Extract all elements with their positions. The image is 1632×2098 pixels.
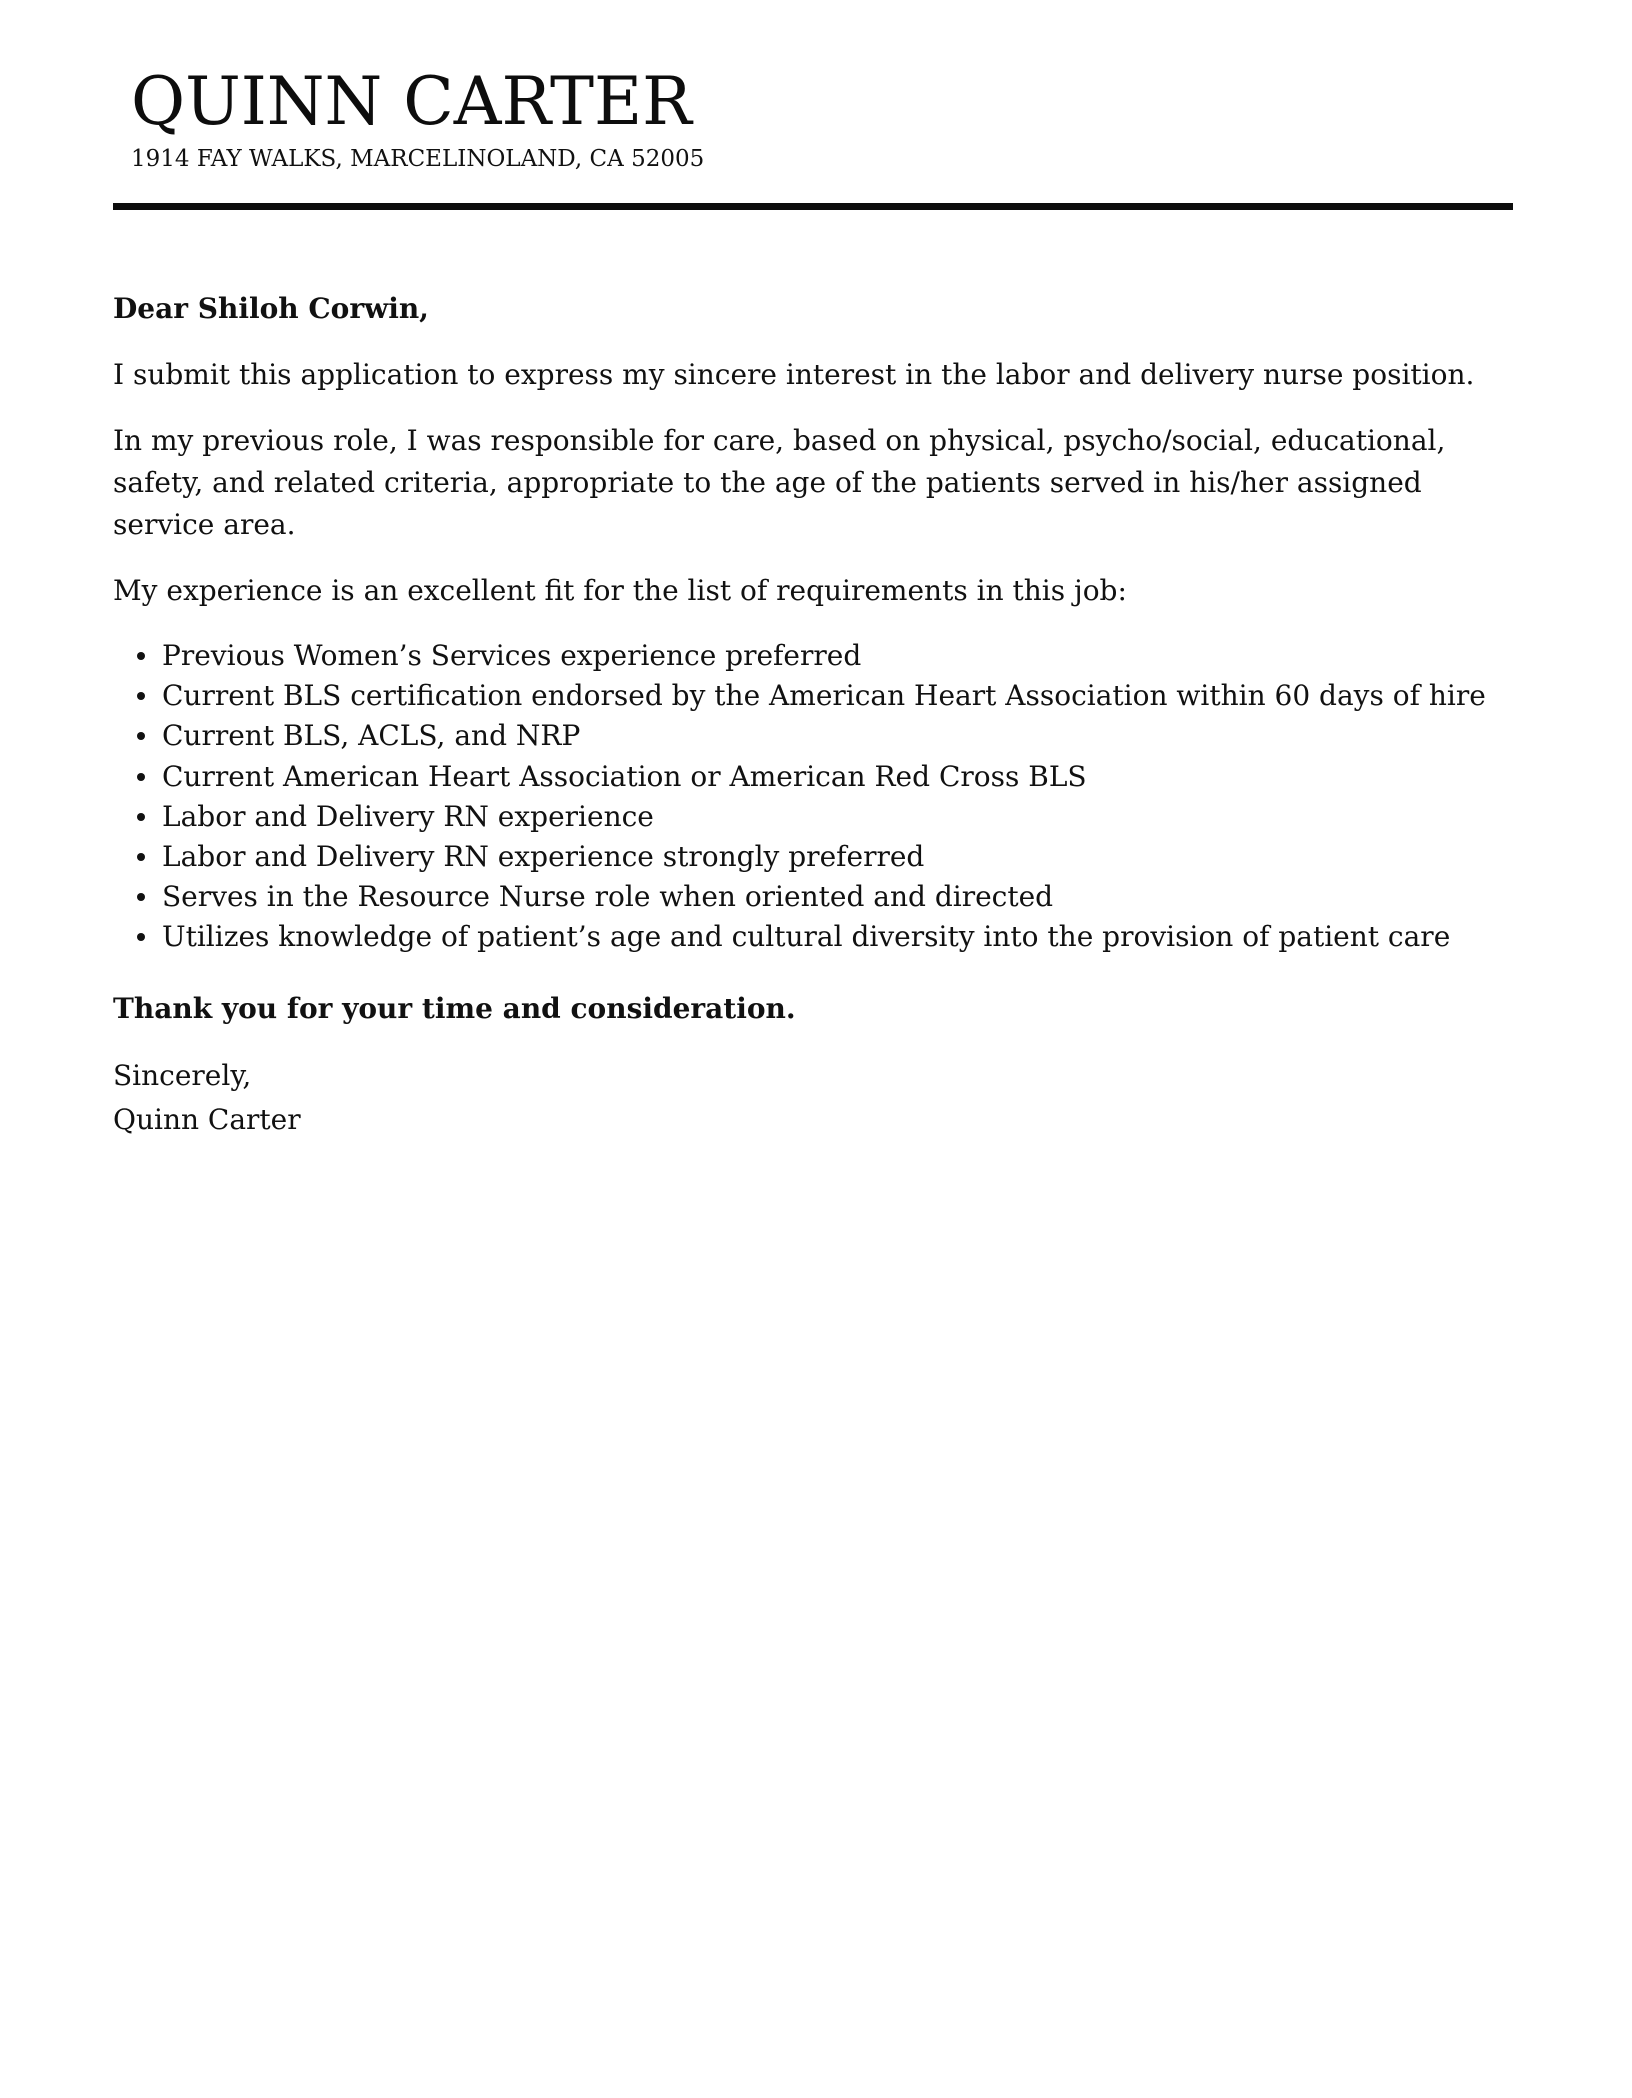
bullet-icon bbox=[137, 813, 145, 821]
closing-line: Thank you for your time and consideration. bbox=[113, 991, 796, 1025]
requirement-text: Serves in the Resource Nurse role when oriented and directed bbox=[162, 880, 1054, 914]
bullet-icon bbox=[137, 893, 145, 901]
letter-body bbox=[113, 288, 1513, 1142]
list-item bbox=[113, 676, 1513, 716]
list-item bbox=[113, 757, 1513, 797]
intro-paragraph: I submit this application to express my sincere interest in the labor and delivery nurse position. bbox=[113, 358, 1475, 391]
experience-paragraph: In my previous role, I was responsible for care, based on physical, psycho/social, educational, safety, and related criteria, appropriate to the age of the patients served in his/her assigned service area. bbox=[113, 424, 1446, 541]
applicant-address: 1914 FAY WALKS, MARCELINOLAND, CA 52005 bbox=[131, 146, 705, 172]
bullet-icon bbox=[137, 652, 145, 660]
list-item bbox=[113, 837, 1513, 877]
requirement-text: Labor and Delivery RN experience strongly preferred bbox=[162, 840, 925, 874]
list-item bbox=[113, 797, 1513, 837]
bullet-icon bbox=[137, 773, 145, 781]
requirement-text: Current BLS certification endorsed by the American Heart Association within 60 days of hire bbox=[162, 679, 1486, 713]
bullet-icon bbox=[137, 732, 145, 740]
requirement-text: Current American Heart Association or American Red Cross BLS bbox=[162, 759, 1087, 793]
signature-name: Quinn Carter bbox=[113, 1102, 301, 1136]
bullet-icon bbox=[137, 933, 145, 941]
list-item bbox=[113, 636, 1513, 676]
requirements-list bbox=[113, 636, 1513, 958]
bullet-icon bbox=[137, 853, 145, 861]
requirement-text: Previous Women’s Services experience preferred bbox=[162, 639, 862, 672]
list-item bbox=[113, 877, 1513, 917]
list-item bbox=[113, 716, 1513, 756]
requirement-text: Utilizes knowledge of patient’s age and cultural diversity into the provision of patient care bbox=[162, 920, 1451, 954]
signoff: Sincerely, bbox=[113, 1058, 252, 1092]
header-divider bbox=[113, 203, 1513, 210]
list-item bbox=[113, 917, 1513, 957]
applicant-name: QUINN CARTER bbox=[131, 63, 692, 140]
fit-paragraph: My experience is an excellent fit for the list of requirements in this job: bbox=[113, 574, 1127, 607]
bullet-icon bbox=[137, 692, 145, 700]
salutation: Dear Shiloh Corwin, bbox=[113, 292, 429, 325]
requirement-text: Labor and Delivery RN experience bbox=[162, 799, 654, 833]
letter-header bbox=[131, 62, 1511, 174]
requirement-text: Current BLS, ACLS, and NRP bbox=[162, 719, 581, 753]
